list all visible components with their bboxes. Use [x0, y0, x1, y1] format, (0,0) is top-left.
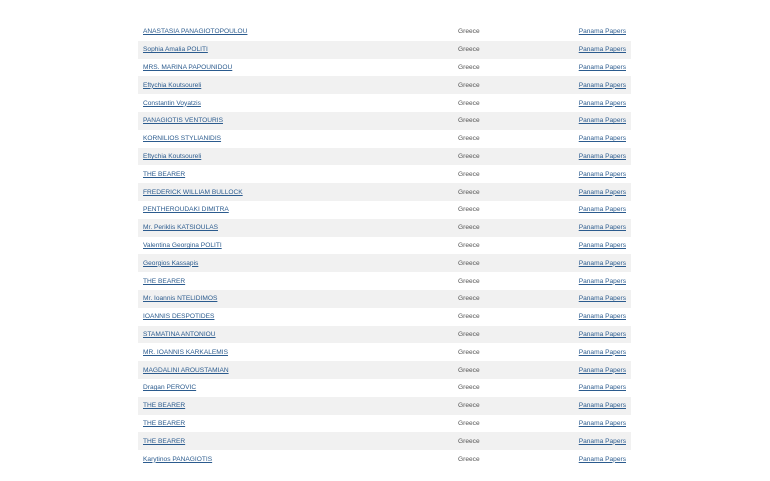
- entity-name-link[interactable]: MAGDALINI AROUSTAMIAN: [143, 366, 229, 374]
- entity-name-link[interactable]: THE BEARER: [143, 419, 186, 427]
- table-row: [138, 41, 631, 59]
- country-cell: Greece: [458, 259, 480, 267]
- country-cell: Greece: [458, 455, 480, 463]
- source-link[interactable]: Panama Papers: [578, 313, 626, 321]
- entity-name-link[interactable]: Dragan PEROVIC: [143, 384, 197, 392]
- entity-name-link[interactable]: Eftychia Koutsoureli: [143, 81, 202, 89]
- country-cell: Greece: [458, 348, 480, 356]
- country-cell: Greece: [458, 224, 480, 232]
- source-link[interactable]: Panama Papers: [578, 437, 626, 445]
- entity-name-link[interactable]: Sophia Amalia POLITI: [143, 46, 208, 54]
- source-link[interactable]: Panama Papers: [578, 170, 626, 178]
- country-cell: Greece: [458, 63, 480, 71]
- table-row: [138, 76, 631, 94]
- source-link[interactable]: Panama Papers: [578, 117, 626, 125]
- table-row: [138, 272, 631, 290]
- entity-name-link[interactable]: Eftychia Koutsoureli: [143, 152, 202, 160]
- country-cell: Greece: [458, 437, 480, 445]
- source-link[interactable]: Panama Papers: [578, 259, 626, 267]
- country-cell: Greece: [458, 81, 480, 89]
- country-cell: Greece: [458, 295, 480, 303]
- source-link[interactable]: Panama Papers: [578, 135, 626, 143]
- country-cell: Greece: [458, 402, 480, 410]
- table-row: [138, 361, 631, 379]
- country-cell: Greece: [458, 313, 480, 321]
- source-link[interactable]: Panama Papers: [578, 46, 626, 54]
- source-link[interactable]: Panama Papers: [578, 152, 626, 160]
- entity-name-link[interactable]: KORNILIOS STYLIANIDIS: [143, 135, 222, 143]
- table-row: [138, 183, 631, 201]
- table-row: [138, 165, 631, 183]
- entity-name-link[interactable]: THE BEARER: [143, 437, 186, 445]
- table-row: [138, 308, 631, 326]
- entity-name-link[interactable]: THE BEARER: [143, 277, 186, 285]
- country-cell: Greece: [458, 330, 480, 338]
- entity-name-link[interactable]: IOANNIS DESPOTIDES: [143, 313, 215, 321]
- country-cell: Greece: [458, 419, 480, 427]
- source-link[interactable]: Panama Papers: [578, 384, 626, 392]
- table-row: [138, 130, 631, 148]
- table-row: [138, 415, 631, 433]
- entity-name-link[interactable]: STAMATINA ANTONIOU: [143, 330, 216, 338]
- country-cell: Greece: [458, 384, 480, 392]
- country-cell: Greece: [458, 135, 480, 143]
- table-row: [138, 379, 631, 397]
- table-row: [138, 112, 631, 130]
- source-link[interactable]: Panama Papers: [578, 224, 626, 232]
- entity-name-link[interactable]: Constantin Voyatzis: [143, 99, 201, 107]
- country-cell: Greece: [458, 28, 480, 36]
- source-link[interactable]: Panama Papers: [578, 241, 626, 249]
- country-cell: Greece: [458, 206, 480, 214]
- entity-name-link[interactable]: Mr. Ioannis NTELIDIMOS: [143, 295, 218, 303]
- source-link[interactable]: Panama Papers: [578, 99, 626, 107]
- entity-name-link[interactable]: Georgios Kassapis: [143, 259, 199, 267]
- source-link[interactable]: Panama Papers: [578, 402, 626, 410]
- entity-name-link[interactable]: PENTHEROUDAKI DIMITRA: [143, 206, 229, 214]
- entity-name-link[interactable]: THE BEARER: [143, 402, 186, 410]
- country-cell: Greece: [458, 277, 480, 285]
- source-link[interactable]: Panama Papers: [578, 81, 626, 89]
- entity-name-link[interactable]: ANASTASIA PANAGIOTOPOULOU: [143, 28, 248, 36]
- source-link[interactable]: Panama Papers: [578, 295, 626, 303]
- table-row: [138, 432, 631, 450]
- source-link[interactable]: Panama Papers: [578, 419, 626, 427]
- table-row: [138, 94, 631, 112]
- table-row: [138, 254, 631, 272]
- country-cell: Greece: [458, 241, 480, 249]
- entity-name-link[interactable]: Valentina Georgina POLITI: [143, 241, 222, 249]
- table-row: [138, 148, 631, 166]
- entity-name-link[interactable]: FREDERICK WILLIAM BULLOCK: [143, 188, 243, 196]
- country-cell: Greece: [458, 170, 480, 178]
- table-row: [138, 290, 631, 308]
- table-row: [138, 450, 631, 468]
- table-row: [138, 59, 631, 77]
- entity-name-link[interactable]: Karytinos PANAGIOTIS: [143, 455, 213, 463]
- table-row: [138, 326, 631, 344]
- country-cell: Greece: [458, 46, 480, 54]
- table-row: [138, 219, 631, 237]
- table-row: [138, 237, 631, 255]
- entity-name-link[interactable]: MRS. MARINA PAPOUNIDOU: [143, 63, 233, 71]
- source-link[interactable]: Panama Papers: [578, 277, 626, 285]
- source-link[interactable]: Panama Papers: [578, 348, 626, 356]
- table-row: [138, 23, 631, 41]
- source-link[interactable]: Panama Papers: [578, 455, 626, 463]
- entity-name-link[interactable]: THE BEARER: [143, 170, 186, 178]
- entity-name-link[interactable]: PANAGIOTIS VENTOURIS: [143, 117, 223, 125]
- table-row: [138, 201, 631, 219]
- entity-name-link[interactable]: Mr. Periklis KATSIOULAS: [143, 224, 218, 232]
- source-link[interactable]: Panama Papers: [578, 63, 626, 71]
- entity-name-link[interactable]: MR. IOANNIS KARKALEMIS: [143, 348, 229, 356]
- country-cell: Greece: [458, 99, 480, 107]
- country-cell: Greece: [458, 152, 480, 160]
- country-cell: Greece: [458, 117, 480, 125]
- table-row: [138, 397, 631, 415]
- country-cell: Greece: [458, 188, 480, 196]
- country-cell: Greece: [458, 366, 480, 374]
- table-row: [138, 343, 631, 361]
- source-link[interactable]: Panama Papers: [578, 188, 626, 196]
- results-table: [138, 23, 631, 468]
- source-link[interactable]: Panama Papers: [578, 366, 626, 374]
- source-link[interactable]: Panama Papers: [578, 28, 626, 36]
- source-link[interactable]: Panama Papers: [578, 330, 626, 338]
- source-link[interactable]: Panama Papers: [578, 206, 626, 214]
